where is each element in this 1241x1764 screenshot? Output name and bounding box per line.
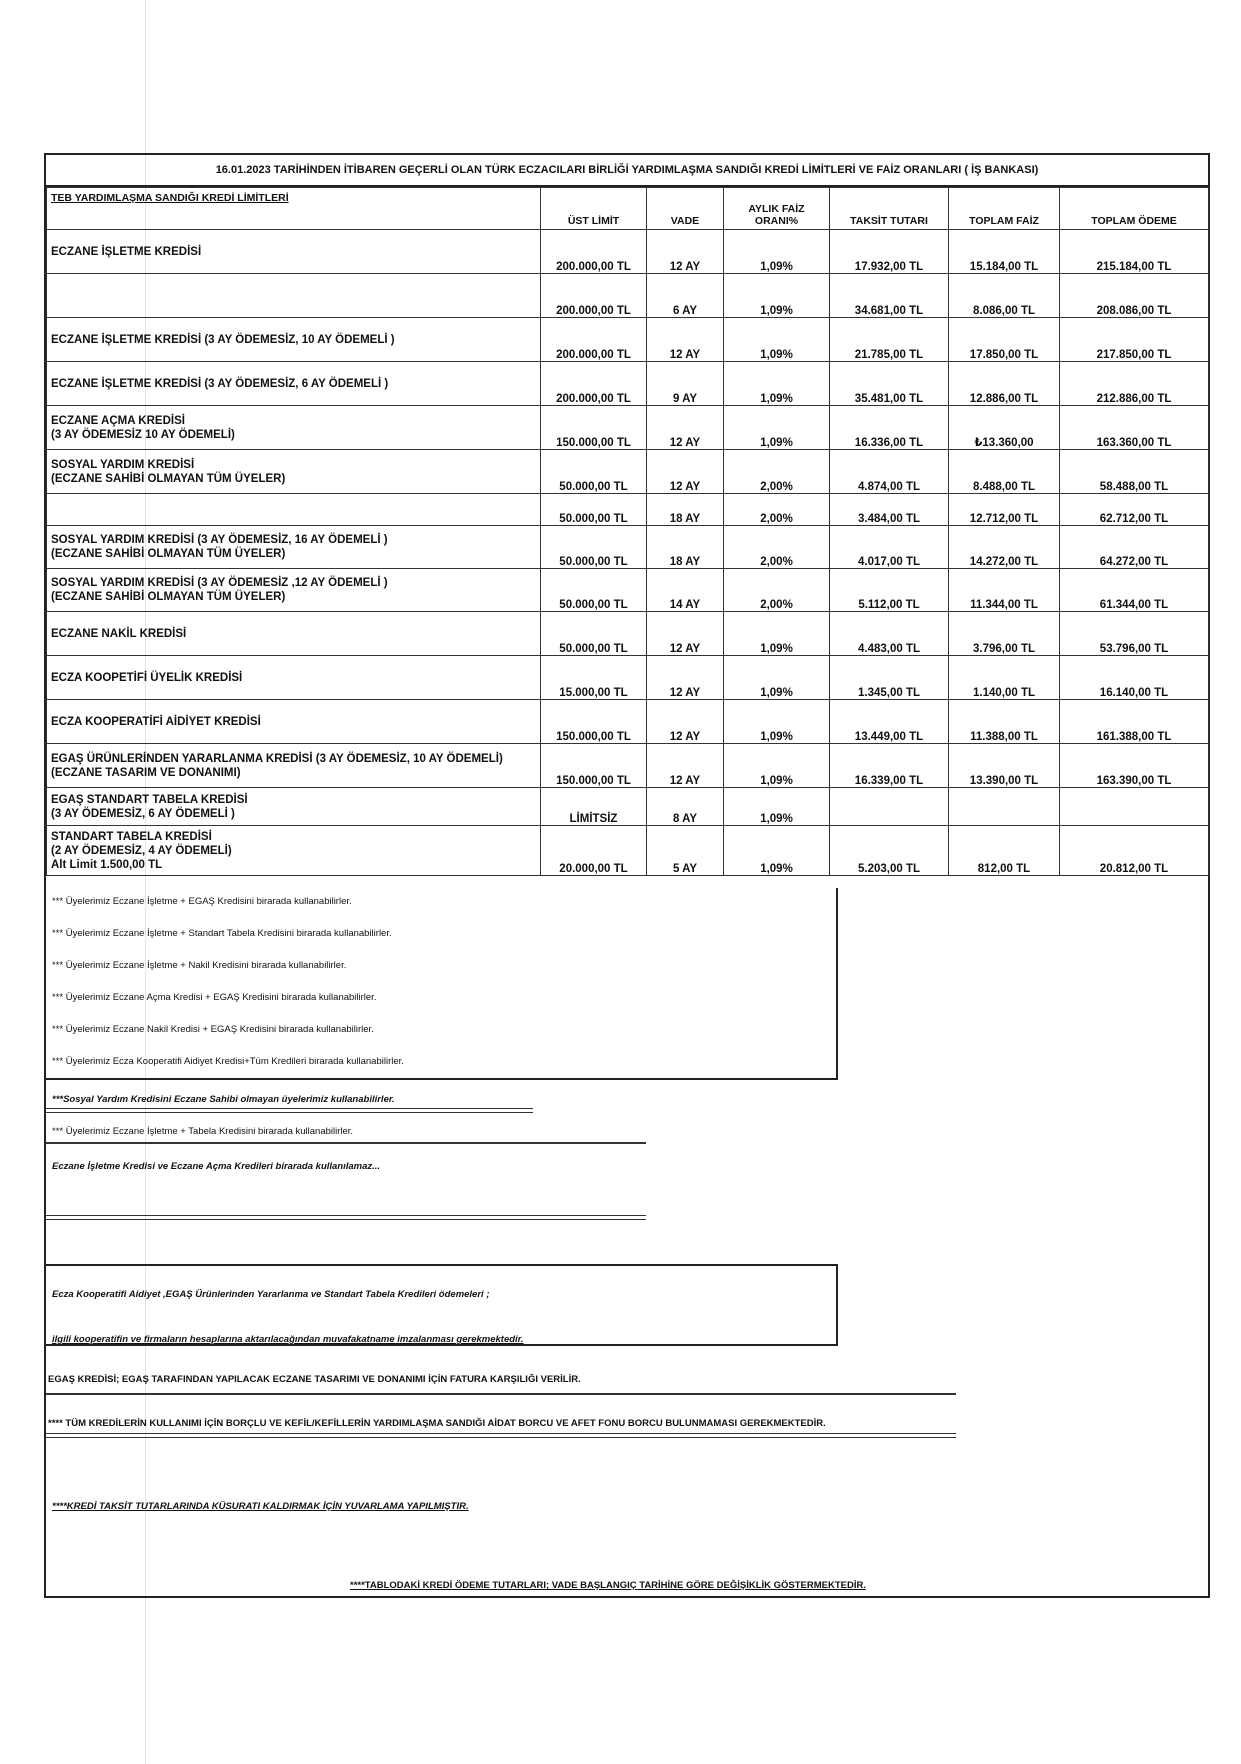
cell-upper-limit: 50.000,00 TL [541,612,647,656]
cell-term: 18 AY [647,526,724,569]
table-row [47,230,1209,274]
cell-monthly-rate: 1,09% [724,274,830,318]
cell-upper-limit: 50.000,00 TL [541,526,647,569]
cell-monthly-rate: 1,09% [724,700,830,744]
cell-term: 12 AY [647,612,724,656]
cell-total-interest: 11.344,00 TL [949,569,1060,612]
combination-note: *** Üyelerimiz Eczane İşletme + Standart Tabela Kredisini birarada kullanabilirler. [52,928,392,939]
cell-installment: 34.681,00 TL [830,274,949,318]
credit-type-label: ECZANE İŞLETME KREDİSİ [47,230,541,274]
cell-upper-limit: 50.000,00 TL [541,494,647,526]
cell-upper-limit: 200.000,00 TL [541,274,647,318]
cell-term: 12 AY [647,744,724,788]
cell-installment: 3.484,00 TL [830,494,949,526]
cell-installment: 35.481,00 TL [830,362,949,406]
cell-total-interest: 17.850,00 TL [949,318,1060,362]
cell-total-payment: 215.184,00 TL [1060,230,1209,274]
credit-type-label: ECZANE İŞLETME KREDİSİ (3 AY ÖDEMESİZ, 10 AY ÖDEMELİ ) [47,318,541,362]
cell-monthly-rate: 1,09% [724,230,830,274]
cell-total-payment: 163.390,00 TL [1060,744,1209,788]
cell-upper-limit: 50.000,00 TL [541,450,647,494]
credit-type-label: STANDART TABELA KREDİSİ (2 AY ÖDEMESİZ, 4 AY ÖDEMELİ) Alt Limit 1.500,00 TL [47,826,541,876]
cell-installment: 5.203,00 TL [830,826,949,876]
note-social-aid: ***Sosyal Yardım Kredisini Eczane Sahibi olmayan üyelerimiz kullanabilirler. [52,1094,395,1105]
header-term: VADE [647,188,724,230]
cell-total-payment: 64.272,00 TL [1060,526,1209,569]
egas-note: EGAŞ KREDİSİ; EGAŞ TARAFINDAN YAPILACAK ECZANE TASARIMI VE DONANIMI İÇİN FATURA KARŞILIĞI VERİLİR. [48,1374,581,1385]
cell-total-interest: 812,00 TL [949,826,1060,876]
cell-total-interest: ₺13.360,00 [949,406,1060,450]
credit-type-label [47,274,541,318]
cell-monthly-rate: 2,00% [724,494,830,526]
cell-total-interest: 11.388,00 TL [949,700,1060,744]
cell-term: 9 AY [647,362,724,406]
page-title: 16.01.2023 TARİHİNDEN İTİBAREN GEÇERLİ OLAN TÜRK ECZACILARI BİRLİĞİ YARDIMLAŞMA SANDIĞI KREDİ LİMİTLERİ VE FAİZ ORANLARI ( İŞ BANKASI) [46,155,1208,187]
cell-total-payment: 217.850,00 TL [1060,318,1209,362]
cell-monthly-rate: 1,09% [724,318,830,362]
cell-total-interest: 14.272,00 TL [949,526,1060,569]
cell-total-payment: 16.140,00 TL [1060,656,1209,700]
cell-monthly-rate: 2,00% [724,569,830,612]
combination-note: *** Üyelerimiz Eczane İşletme + Nakil Kredisini birarada kullanabilirler. [52,960,347,971]
divider [46,1215,646,1220]
note-tabela: *** Üyelerimiz Eczane İşletme + Tabela Kredisini birarada kullanabilirler. [52,1126,354,1137]
credit-type-label: ECZANE AÇMA KREDİSİ (3 AY ÖDEMESİZ 10 AY ÖDEMELİ) [47,406,541,450]
cell-total-interest: 15.184,00 TL [949,230,1060,274]
rounding-note: ****KREDİ TAKSİT TUTARLARINDA KÜSURATI KALDIRMAK İÇİN YUVARLAMA YAPILMIŞTIR. [52,1501,469,1512]
cell-term: 12 AY [647,318,724,362]
cell-upper-limit: 200.000,00 TL [541,230,647,274]
cell-installment: 1.345,00 TL [830,656,949,700]
cell-upper-limit: 50.000,00 TL [541,569,647,612]
cell-total-payment: 212.886,00 TL [1060,362,1209,406]
cell-term: 8 AY [647,788,724,826]
combination-note: *** Üyelerimiz Eczane İşletme + EGAŞ Kredisini birarada kullanabilirler. [52,896,352,907]
cell-term: 5 AY [647,826,724,876]
divider [46,1108,533,1113]
cell-total-interest: 1.140,00 TL [949,656,1060,700]
cell-term: 12 AY [647,656,724,700]
cell-monthly-rate: 1,09% [724,826,830,876]
cell-monthly-rate: 1,09% [724,406,830,450]
cell-monthly-rate: 2,00% [724,526,830,569]
cell-total-interest: 12.712,00 TL [949,494,1060,526]
combination-note: *** Üyelerimiz Ecza Kooperatifi Aidiyet Kredisi+Tüm Kredileri birarada kullanabilirler. [52,1056,404,1067]
cell-monthly-rate: 2,00% [724,450,830,494]
divider [46,1393,956,1395]
cell-total-payment: 161.388,00 TL [1060,700,1209,744]
table-row [47,612,1209,656]
cell-installment: 17.932,00 TL [830,230,949,274]
credit-type-label: EGAŞ STANDART TABELA KREDİSİ (3 AY ÖDEMESİZ, 6 AY ÖDEMELİ ) [47,788,541,826]
divider [46,1433,956,1438]
cell-term: 6 AY [647,274,724,318]
cell-total-interest [949,788,1060,826]
cell-upper-limit: 200.000,00 TL [541,318,647,362]
cell-upper-limit: 20.000,00 TL [541,826,647,876]
notes-box [46,888,838,1080]
table-row [47,318,1209,362]
cell-upper-limit: LİMİTSİZ [541,788,647,826]
cell-installment: 4.874,00 TL [830,450,949,494]
cell-upper-limit: 200.000,00 TL [541,362,647,406]
aidat-note: **** TÜM KREDİLERİN KULLANIMI İÇİN BORÇLU VE KEFİL/KEFİLLERİN YARDIMLAŞMA SANDIĞI AİDAT BORCU VE AFET FONU BORCU BULUNMAMASI GEREKMEKTEDİR. [48,1418,826,1429]
table-row [47,569,1209,612]
credit-type-label: EGAŞ ÜRÜNLERİNDEN YARARLANMA KREDİSİ (3 AY ÖDEMESİZ, 10 AY ÖDEMELİ) (ECZANE TASARIM VE DONANIMI) [47,744,541,788]
cell-upper-limit: 150.000,00 TL [541,700,647,744]
credit-type-label: SOSYAL YARDIM KREDİSİ (3 AY ÖDEMESİZ ,12 AY ÖDEMELİ ) (ECZANE SAHİBİ OLMAYAN TÜM ÜYELER) [47,569,541,612]
table-row [47,274,1209,318]
table-row [47,744,1209,788]
cell-monthly-rate: 1,09% [724,612,830,656]
cell-total-payment: 61.344,00 TL [1060,569,1209,612]
cell-total-interest: 8.488,00 TL [949,450,1060,494]
cell-total-payment: 62.712,00 TL [1060,494,1209,526]
cell-total-payment: 20.812,00 TL [1060,826,1209,876]
cell-upper-limit: 15.000,00 TL [541,656,647,700]
cell-installment: 13.449,00 TL [830,700,949,744]
table-row [47,656,1209,700]
cell-installment: 16.339,00 TL [830,744,949,788]
header-total-interest: TOPLAM FAİZ [949,188,1060,230]
credit-type-label [47,494,541,526]
cell-total-interest: 12.886,00 TL [949,362,1060,406]
table-row [47,494,1209,526]
kooperatif-line-2: ilgili kooperatifin ve firmaların hesaplarına aktarılacağından muvafakatname imzalanması gerekmektedir. [52,1334,524,1345]
credit-type-label: ECZANE NAKİL KREDİSİ [47,612,541,656]
credit-type-label: ECZANE İŞLETME KREDİSİ (3 AY ÖDEMESİZ, 6 AY ÖDEMELİ ) [47,362,541,406]
cell-monthly-rate: 1,09% [724,362,830,406]
cell-installment [830,788,949,826]
table-row [47,526,1209,569]
divider [46,1142,646,1144]
table-lead-header: TEB YARDIMLAŞMA SANDIĞI KREDİ LİMİTLERİ [47,188,541,230]
table-row [47,362,1209,406]
note-combine: Eczane İşletme Kredisi ve Eczane Açma Kredileri birarada kullanılamaz... [52,1161,381,1172]
cell-installment: 5.112,00 TL [830,569,949,612]
cell-total-payment [1060,788,1209,826]
cell-total-payment: 163.360,00 TL [1060,406,1209,450]
cell-total-interest: 8.086,00 TL [949,274,1060,318]
header-installment: TAKSİT TUTARI [830,188,949,230]
header-monthly-rate: AYLIK FAİZ ORANI% [724,188,830,230]
credit-limits-table [46,187,1209,876]
table-row [47,450,1209,494]
header-total-payment: TOPLAM ÖDEME [1060,188,1209,230]
combination-note: *** Üyelerimiz Eczane Nakil Kredisi + EGAŞ Kredisini birarada kullanabilirler. [52,1024,374,1035]
table-header-row [47,188,1209,230]
kooperatif-line-1: Ecza Kooperatifi Aidiyet ,EGAŞ Ürünlerinden Yararlanma ve Standart Tabela Kredileri ödemeleri ; [52,1289,490,1300]
header-upper-limit: ÜST LİMİT [541,188,647,230]
cell-term: 14 AY [647,569,724,612]
combination-note: *** Üyelerimiz Eczane Açma Kredisi + EGAŞ Kredisini birarada kullanabilirler. [52,992,377,1003]
cell-upper-limit: 150.000,00 TL [541,406,647,450]
credit-type-label: SOSYAL YARDIM KREDİSİ (3 AY ÖDEMESİZ, 16 AY ÖDEMELİ ) (ECZANE SAHİBİ OLMAYAN TÜM ÜYELER) [47,526,541,569]
schedule-note: ****TABLODAKİ KREDİ ÖDEME TUTARLARI; VADE BAŞLANGIÇ TARİHİNE GÖRE DEĞİŞİKLİK GÖSTERMEKTEDİR. [350,1580,867,1591]
cell-term: 18 AY [647,494,724,526]
credit-type-label: SOSYAL YARDIM KREDİSİ (ECZANE SAHİBİ OLMAYAN TÜM ÜYELER) [47,450,541,494]
cell-term: 12 AY [647,230,724,274]
cell-total-interest: 3.796,00 TL [949,612,1060,656]
credit-type-label: ECZA KOOPERATİFİ AİDİYET KREDİSİ [47,700,541,744]
cell-total-payment: 58.488,00 TL [1060,450,1209,494]
cell-term: 12 AY [647,700,724,744]
table-row [47,700,1209,744]
table-row [47,826,1209,876]
table-row [47,406,1209,450]
cell-installment: 4.483,00 TL [830,612,949,656]
cell-total-payment: 208.086,00 TL [1060,274,1209,318]
cell-upper-limit: 150.000,00 TL [541,744,647,788]
cell-monthly-rate: 1,09% [724,744,830,788]
cell-monthly-rate: 1,09% [724,656,830,700]
cell-term: 12 AY [647,406,724,450]
table-row [47,788,1209,826]
cell-installment: 21.785,00 TL [830,318,949,362]
cell-installment: 16.336,00 TL [830,406,949,450]
cell-installment: 4.017,00 TL [830,526,949,569]
credit-type-label: ECZA KOOPETİFİ ÜYELİK KREDİSİ [47,656,541,700]
cell-term: 12 AY [647,450,724,494]
cell-total-interest: 13.390,00 TL [949,744,1060,788]
cell-monthly-rate: 1,09% [724,788,830,826]
cell-total-payment: 53.796,00 TL [1060,612,1209,656]
